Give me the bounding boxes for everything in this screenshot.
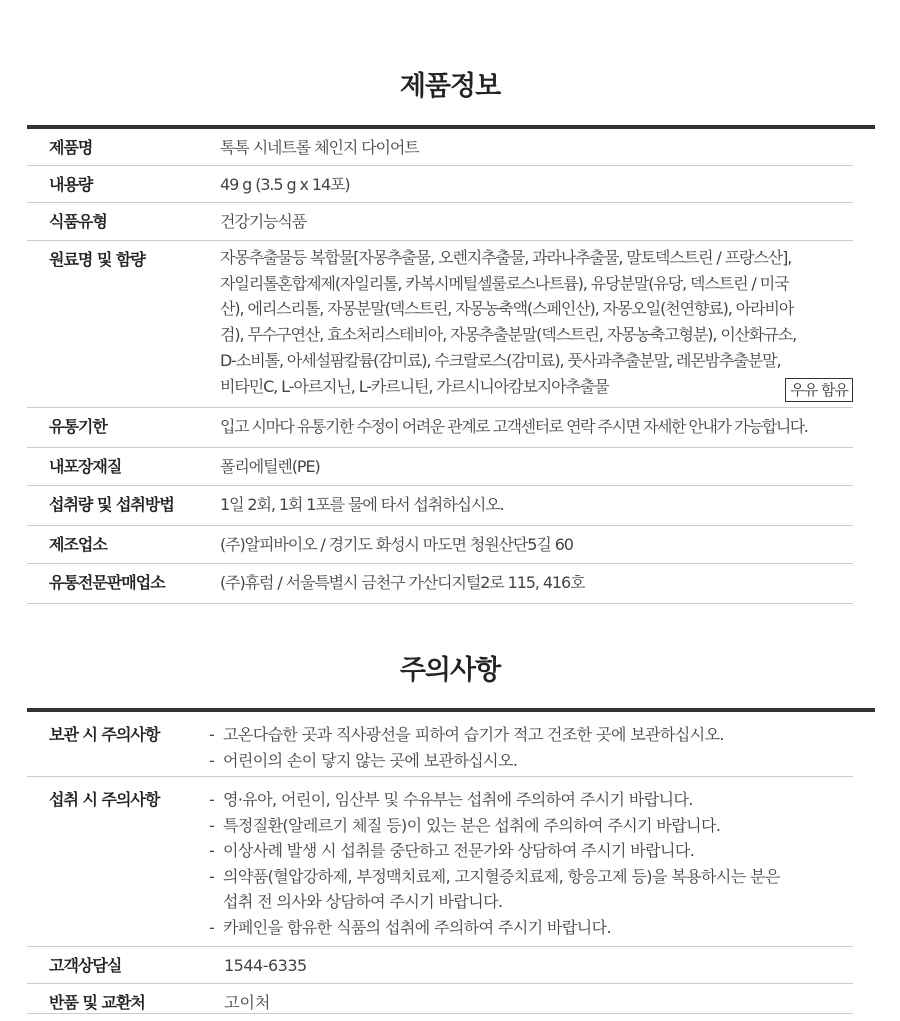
info-row-food-type [27,203,853,241]
info-value-packaging: 폴리에틸렌(PE) [220,457,320,476]
product-info-table [27,129,853,604]
ingredient-line: 검), 무수구연산, 효소처리스테비아, 자몽추출분말(덱스트린, 자몽농축고형분), 이산화규소, [220,325,797,345]
caution-item-text: 특정질환(알레르기 체질 등)이 있는 분은 섭취에 주의하여 주시기 바랍니다. [223,815,721,835]
info-label-manufacturer: 제조업소 [49,535,107,554]
caution-row-returns [27,984,853,1014]
ingredient-line: 비타민C, L-아르지닌, L-카르니틴, 가르시니아캄보지아추출물 [220,376,609,396]
info-label-food-type: 식품유형 [49,212,107,231]
dash-marker: - [209,790,215,809]
dash-marker: - [209,815,215,835]
caution-title: 주의사항 [399,655,501,686]
info-row-manufacturer [27,526,853,564]
dash-marker: - [209,841,215,860]
product-info-title: 제품정보 [399,71,501,102]
caution-item [209,813,853,839]
info-row-volume [27,166,853,203]
caution-item-text: 고온다습한 곳과 직사광선을 피하여 습기가 적고 건조한 곳에 보관하십시오. [223,725,724,744]
info-value-expiry: 입고 시마다 유통기한 수정이 어려운 관계로 고객센터로 연락 주시면 자세한 안내가 가능합니다. [220,417,808,436]
caution-label-customer-service: 고객상담실 [49,956,122,975]
allergen-badge: 우유 함유 [785,378,853,402]
ingredient-line: 자일리톨혼합제제(자일리톨, 카복시메틸셀룰로스나트륨), 유당분말(유당, 덱스트린 / 미국 [220,273,789,293]
caution-row-storage [27,712,853,777]
caution-item-text: 섭취 전 의사와 상담하여 주시기 바랍니다. [223,892,503,911]
info-label-volume: 내용량 [49,175,93,194]
caution-item-text: 어린이의 손이 닿지 않는 곳에 보관하십시오. [223,750,518,770]
caution-item [209,722,853,748]
dash-marker: - [209,917,215,937]
caution-item-text: 의약품(혈압강하제, 부정맥치료제, 고지혈증치료제, 항응고제 등)을 복용하시는 분은 [223,866,780,886]
customer-service-phone: 1544-6335 [224,956,307,975]
info-row-distributor [27,564,853,604]
caution-list-storage [209,722,853,773]
caution-row-customer-service [27,947,853,984]
caution-label-storage: 보관 시 주의사항 [49,725,160,744]
caution-item [209,864,853,890]
returns-value: 고이처 [224,993,271,1012]
info-value-food-type: 건강기능식품 [220,212,307,231]
dash-marker: - [209,725,215,744]
caution-item-text: 영·유아, 어린이, 임산부 및 수유부는 섭취에 주의하여 주시기 바랍니다. [223,790,693,809]
caution-item [209,838,853,864]
info-row-packaging [27,448,853,486]
info-label-distributor: 유통전문판매업소 [49,573,165,592]
info-row-ingredients [27,241,853,408]
info-label-expiry: 유통기한 [49,417,107,436]
dash-marker: - [209,750,215,770]
info-row-name [27,129,853,166]
dash-marker: - [209,866,215,886]
caution-label-returns: 반품 및 교환처 [49,993,145,1012]
info-label-name: 제품명 [49,138,93,157]
caution-item-text: 이상사례 발생 시 섭취를 중단하고 전문가와 상담하여 주시기 바랍니다. [223,841,695,860]
info-row-expiry [27,408,853,448]
info-value-intake: 1일 2회, 1회 1포를 물에 타서 섭취하십시오. [220,495,504,514]
info-label-ingredients: 원료명 및 함량 [49,250,145,269]
caution-label-intake: 섭취 시 주의사항 [49,790,160,809]
info-label-packaging: 내포장재질 [49,457,122,476]
caution-table [27,712,853,1014]
info-value-ingredients [220,241,853,399]
caution-row-intake [27,777,853,947]
info-value-name: 톡톡 시네트롤 체인지 다이어트 [220,138,419,157]
caution-item-continued [209,889,853,915]
caution-item [209,748,853,774]
caution-item [209,915,853,941]
caution-item-text: 카페인을 함유한 식품의 섭취에 주의하여 주시기 바랍니다. [223,917,611,937]
info-label-intake: 섭취량 및 섭취방법 [49,495,174,514]
info-row-intake [27,486,853,526]
info-value-volume: 49 g (3.5 g x 14포) [220,175,350,194]
ingredient-line: 자몽추출물등 복합물[자몽추출물, 오렌지추출물, 과라나추출물, 말토덱스트린 / 프랑스산], [220,248,792,267]
caution-list-intake [209,787,853,940]
info-value-distributor: (주)휴럼 / 서울특별시 금천구 가산디지털2로 115, 416호 [220,573,585,592]
info-value-manufacturer: (주)알피바이오 / 경기도 화성시 마도면 청원산단5길 60 [220,535,573,554]
ingredient-line: D-소비톨, 아세설팜칼륨(감미료), 수크랄로스(감미료), 풋사과추출분말, 레몬밤추출분말, [220,350,781,370]
ingredient-line: 산), 에리스리톨, 자몽분말(덱스트린, 자몽농축액(스페인산), 자몽오일(천연향료), 아라비아 [220,299,794,319]
caution-item [209,787,853,813]
